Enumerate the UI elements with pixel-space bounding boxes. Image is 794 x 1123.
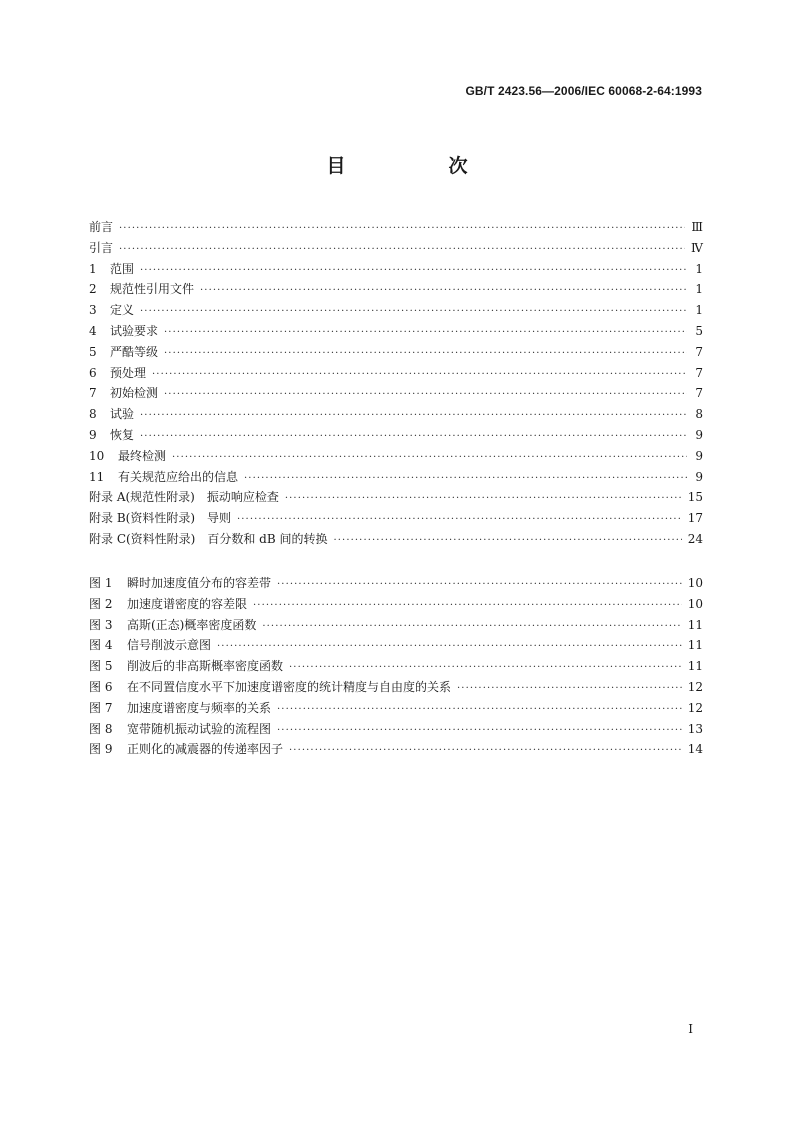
toc-entry-page: 9 — [695, 469, 703, 484]
toc-figure-number: 图 1 — [89, 576, 113, 590]
toc-leader-dots — [140, 406, 687, 427]
toc-entry-page: 8 — [695, 407, 703, 422]
toc-leader-dots — [200, 281, 687, 302]
toc-entry-label: 恢复 — [110, 427, 135, 442]
toc-entry-page: 1 — [695, 303, 703, 318]
toc-entry-5[interactable] — [89, 342, 703, 363]
toc-entry-label: 附录 C(资料性附录) 百分数和 dB 间的转换 — [89, 531, 328, 546]
toc-entry-label: 试验要求 — [110, 323, 159, 338]
toc-leader-dots — [334, 531, 682, 552]
toc-entry-number: 2 — [89, 282, 97, 297]
toc-figure-page: 10 — [687, 596, 703, 611]
toc-entry-label: 预处理 — [110, 365, 147, 380]
toc-figure-7[interactable] — [89, 698, 703, 719]
toc-entry-number: 10 — [89, 448, 105, 463]
toc-figure-label: 瞬时加速度值分布的容差带 — [127, 576, 272, 590]
toc-leader-dots — [119, 240, 685, 261]
toc-leader-dots — [289, 741, 682, 762]
toc-entry-label: 附录 A(规范性附录) 振动响应检查 — [89, 490, 279, 505]
toc-leader-dots — [217, 637, 682, 658]
toc-entry-page: 1 — [695, 282, 703, 297]
toc-entry-number: 5 — [89, 344, 97, 359]
toc-entry-page: 24 — [687, 531, 703, 546]
toc-leader-dots — [277, 721, 682, 742]
toc-figure-5[interactable] — [89, 656, 703, 677]
toc-entry-3[interactable] — [89, 300, 703, 321]
page-number: Ⅰ — [688, 1022, 693, 1036]
toc-entry-page: Ⅲ — [691, 220, 703, 234]
toc-figure-label: 削波后的非高斯概率密度函数 — [127, 659, 284, 674]
toc-entry-4[interactable] — [89, 321, 703, 342]
toc-entry-10[interactable] — [89, 446, 703, 467]
toc-entry-foreword[interactable] — [89, 217, 703, 238]
toc-entry-annex-a[interactable] — [89, 487, 703, 508]
toc-entry-number: 9 — [89, 427, 97, 442]
toc-leader-dots — [244, 469, 687, 490]
toc-figure-number: 图 9 — [89, 742, 113, 757]
toc-entry-number: 7 — [89, 386, 97, 401]
toc-figure-8[interactable] — [89, 719, 703, 740]
toc-entry-annex-c[interactable] — [89, 529, 703, 550]
toc-entry-page: 7 — [695, 344, 703, 359]
toc-entry-label: 严酷等级 — [110, 344, 159, 359]
toc-entry-annex-b[interactable] — [89, 508, 703, 529]
toc-figure-page: 12 — [687, 700, 703, 715]
toc-figure-page: 14 — [687, 742, 703, 757]
toc-figure-3[interactable] — [89, 615, 703, 636]
toc-entry-9[interactable] — [89, 425, 703, 446]
toc-figure-page: 11 — [687, 617, 703, 632]
toc-leader-dots — [140, 302, 687, 323]
toc-figure-label: 信号削波示意图 — [127, 638, 212, 653]
toc-leader-dots — [277, 700, 682, 721]
toc-leader-dots — [172, 448, 687, 469]
toc-figure-number: 图 8 — [89, 721, 113, 736]
toc-figure-number: 图 3 — [89, 617, 113, 632]
toc-entry-number: 6 — [89, 365, 97, 380]
toc-entry-number: 8 — [89, 407, 97, 422]
toc-leader-dots — [289, 658, 682, 679]
toc-figure-number: 图 2 — [89, 596, 113, 611]
toc-figure-page: 10 — [687, 576, 703, 590]
toc-figure-2[interactable] — [89, 594, 703, 615]
toc-figure-6[interactable] — [89, 677, 703, 698]
toc-entry-label: 最终检测 — [118, 448, 167, 463]
toc-leader-dots — [457, 679, 682, 700]
toc-leader-dots — [164, 323, 687, 344]
toc-entry-number: 3 — [89, 303, 97, 318]
toc-entry-label: 初始检测 — [110, 386, 159, 401]
toc-entry-label: 有关规范应给出的信息 — [118, 469, 239, 484]
toc-entry-page: 17 — [687, 511, 703, 526]
toc-title: 目 次 — [326, 155, 510, 177]
toc-figure-number: 图 6 — [89, 679, 113, 694]
toc-figure-label: 加速度谱密度与频率的关系 — [127, 700, 272, 715]
toc-figure-number: 图 7 — [89, 700, 113, 715]
toc-entry-1[interactable] — [89, 259, 703, 280]
toc-figure-label: 在不同置信度水平下加速度谱密度的统计精度与自由度的关系 — [127, 679, 452, 694]
toc-entry-number: 1 — [89, 261, 97, 276]
toc-entry-label: 试验 — [110, 407, 135, 422]
toc-leader-dots — [140, 427, 687, 448]
toc-entry-page: 15 — [687, 490, 703, 505]
toc-entry-label: 定义 — [110, 303, 135, 318]
toc-entry-2[interactable] — [89, 279, 703, 300]
toc-leader-dots — [164, 385, 687, 406]
toc-figure-page: 12 — [687, 679, 703, 694]
toc-figure-label: 宽带随机振动试验的流程图 — [127, 721, 272, 736]
toc-figure-9[interactable] — [89, 739, 703, 760]
toc-leader-dots — [277, 575, 682, 596]
toc-leader-dots — [164, 344, 687, 365]
toc-leader-dots — [285, 489, 682, 510]
toc-figure-number: 图 5 — [89, 659, 113, 674]
toc-entry-number: 11 — [89, 469, 105, 484]
toc-entry-page: 7 — [695, 365, 703, 380]
toc-figure-label: 正则化的减震器的传递率因子 — [127, 742, 284, 757]
toc-entry-page: 9 — [695, 448, 703, 463]
toc-main-list — [89, 217, 703, 550]
toc-leader-dots — [152, 365, 687, 386]
toc-figure-label: 加速度谱密度的容差限 — [127, 596, 248, 611]
toc-leader-dots — [253, 596, 682, 617]
toc-entry-6[interactable] — [89, 363, 703, 384]
toc-entry-11[interactable] — [89, 467, 703, 488]
toc-figure-4[interactable] — [89, 635, 703, 656]
toc-entry-page: 9 — [695, 427, 703, 442]
toc-entry-7[interactable] — [89, 383, 703, 404]
toc-leader-dots — [262, 617, 681, 638]
toc-figure-label: 高斯(正态)概率密度函数 — [127, 617, 257, 632]
toc-entry-page: 5 — [695, 323, 703, 338]
toc-entry-page: 7 — [695, 386, 703, 401]
toc-entry-number: 4 — [89, 323, 97, 338]
toc-entry-introduction[interactable] — [89, 238, 703, 259]
toc-entry-page: Ⅳ — [691, 240, 703, 255]
toc-entry-label: 范围 — [110, 261, 135, 276]
toc-entry-8[interactable] — [89, 404, 703, 425]
toc-figure-1[interactable] — [89, 573, 703, 594]
toc-figures-list — [89, 573, 703, 760]
toc-leader-dots — [119, 219, 685, 240]
standard-number-header: GB/T 2423.56—2006/IEC 60068-2-64:1993 — [465, 84, 702, 98]
toc-figure-page: 11 — [687, 659, 703, 674]
toc-entry-label: 引言 — [89, 240, 114, 255]
toc-entry-page: 1 — [695, 261, 703, 276]
toc-entry-label: 前言 — [89, 220, 114, 234]
toc-entry-label: 规范性引用文件 — [110, 282, 195, 297]
toc-leader-dots — [237, 510, 682, 531]
toc-figure-page: 11 — [687, 638, 703, 653]
toc-leader-dots — [140, 261, 687, 282]
toc-figure-page: 13 — [687, 721, 703, 736]
toc-entry-label: 附录 B(资料性附录) 导则 — [89, 511, 231, 526]
toc-figure-number: 图 4 — [89, 638, 113, 653]
